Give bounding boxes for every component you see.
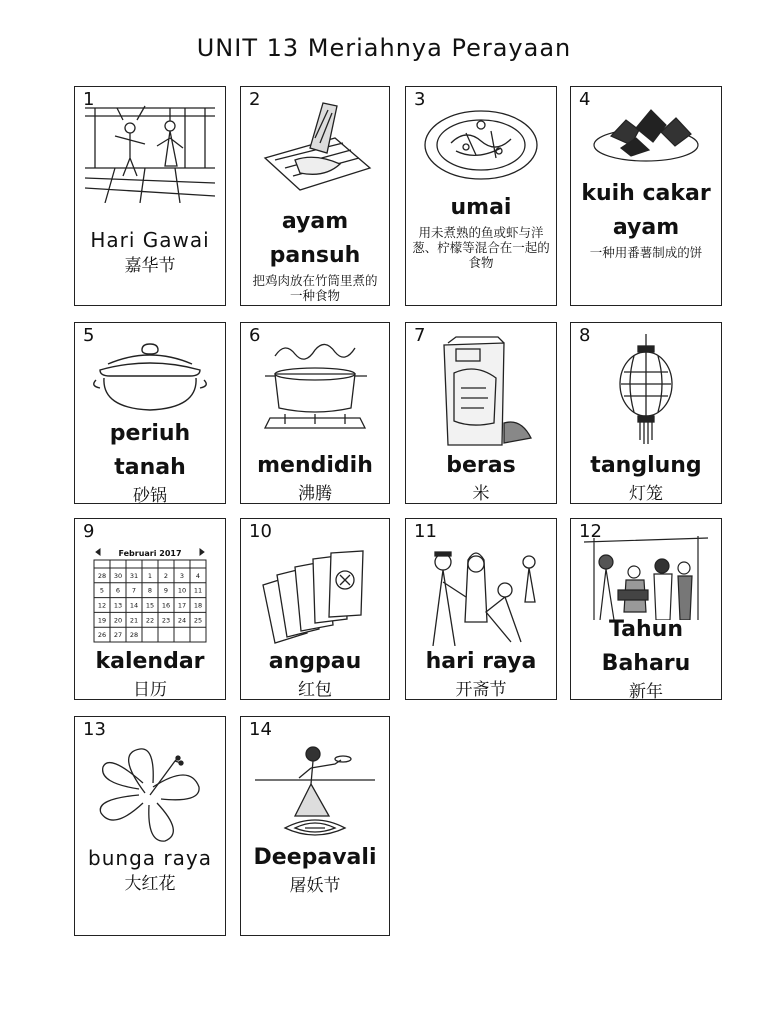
calendar-day: 26 <box>97 631 107 640</box>
vocab-card-12 <box>570 518 722 700</box>
vocab-card-1 <box>74 86 226 306</box>
card-chinese: 日历 <box>133 680 167 700</box>
calendar-day: 28 <box>129 631 139 640</box>
calendar-day: 16 <box>161 601 171 610</box>
card-chinese: 屠妖节 <box>289 876 341 896</box>
card-number: 11 <box>414 521 437 542</box>
card-word: tanglung <box>590 453 702 478</box>
card-number: 6 <box>249 325 261 346</box>
calendar-day: 18 <box>193 601 203 610</box>
card-chinese: 沸腾 <box>298 484 332 504</box>
card-number: 8 <box>579 325 591 346</box>
calendar-icon <box>83 545 217 645</box>
card-number: 7 <box>414 325 426 346</box>
card-word: beras <box>446 453 516 478</box>
card-chinese: 新年 <box>629 682 663 700</box>
card-chinese: 大红花 <box>124 874 176 894</box>
card-number: 14 <box>249 719 272 740</box>
calendar-day: 12 <box>97 601 107 610</box>
crowd-icon <box>579 531 713 621</box>
calendar-day: 30 <box>113 571 123 580</box>
card-chinese: 嘉华节 <box>124 256 176 276</box>
card-description: 把鸡肉放在竹筒里煮的一种食物 <box>252 273 378 303</box>
kolam-dancer-icon <box>249 741 381 841</box>
card-word: Tahun Baharu <box>601 617 691 676</box>
card-number: 13 <box>83 719 106 740</box>
card-description: 用未煮熟的鱼或虾与洋葱、柠檬等混合在一起的食物 <box>412 225 550 270</box>
card-word: mendidih <box>257 453 373 478</box>
card-number: 9 <box>83 521 95 542</box>
card-word: hari raya <box>425 649 537 674</box>
card-chinese: 米 <box>472 484 490 504</box>
card-word: kalendar <box>95 649 205 674</box>
plate-icon <box>414 95 548 190</box>
vocab-card-4 <box>570 86 722 306</box>
card-number: 3 <box>414 89 426 110</box>
card-number: 1 <box>83 89 95 110</box>
calendar-day: 31 <box>129 571 139 580</box>
card-word: ayam pansuh <box>269 209 361 268</box>
calendar-day: 28 <box>97 571 107 580</box>
calendar-day: 25 <box>193 616 203 625</box>
card-word: Deepavali <box>253 845 377 870</box>
calendar-day: 4 <box>195 571 201 580</box>
card-chinese: 灯笼 <box>629 484 663 504</box>
card-word: Hari Gawai <box>90 228 210 252</box>
page-title: UNIT 13 Meriahnya Perayaan <box>196 34 572 62</box>
snack-icon <box>579 95 713 170</box>
calendar-day: 14 <box>129 601 139 610</box>
vocab-card-14 <box>240 716 390 936</box>
calendar-day: 15 <box>145 601 155 610</box>
lantern-icon <box>579 331 713 451</box>
hibiscus-icon <box>83 741 217 845</box>
calendar-day: 21 <box>129 616 139 625</box>
vocab-card-2 <box>240 86 390 306</box>
vocab-card-9 <box>74 518 226 700</box>
card-chinese: 红包 <box>298 680 332 700</box>
vocab-card-10 <box>240 518 390 700</box>
vocab-card-5 <box>74 322 226 504</box>
calendar-day: 17 <box>177 601 187 610</box>
people-greeting-icon <box>414 541 548 647</box>
calendar-day: 10 <box>177 586 187 595</box>
calendar-day: 3 <box>179 571 185 580</box>
red-packets-icon <box>249 543 381 647</box>
bamboo-chicken-icon <box>249 95 381 195</box>
calendar-month: Februari 2017 <box>118 549 182 558</box>
calendar-day: 6 <box>115 586 121 595</box>
calendar-day: 5 <box>99 586 105 595</box>
boiling-pot-icon <box>249 331 381 441</box>
calendar-day: 13 <box>113 601 123 610</box>
calendar-day: 23 <box>161 616 171 625</box>
vocab-card-8 <box>570 322 722 504</box>
card-word: umai <box>450 195 512 220</box>
calendar-day: 27 <box>113 631 123 640</box>
calendar-day: 11 <box>193 586 203 595</box>
card-number: 12 <box>579 521 602 542</box>
card-word: kuih cakar ayam <box>581 181 711 240</box>
calendar-day: 7 <box>131 586 137 595</box>
vocab-card-3 <box>405 86 557 306</box>
card-number: 2 <box>249 89 261 110</box>
card-chinese: 砂锅 <box>133 486 167 504</box>
calendar-day: 9 <box>163 586 169 595</box>
card-word: periuh tanah <box>109 421 191 480</box>
calendar-day: 24 <box>177 616 187 625</box>
card-number: 5 <box>83 325 95 346</box>
calendar-day: 20 <box>113 616 123 625</box>
calendar-day: 19 <box>97 616 107 625</box>
card-number: 4 <box>579 89 591 110</box>
vocab-card-13 <box>74 716 226 936</box>
clay-pot-icon <box>83 331 217 421</box>
dancers-icon <box>83 95 217 205</box>
rice-bag-icon <box>414 331 548 449</box>
card-description: 一种用番薯制成的饼 <box>589 245 703 260</box>
calendar-day: 2 <box>163 571 169 580</box>
card-word: bunga raya <box>88 846 212 870</box>
calendar-day: 8 <box>147 586 153 595</box>
calendar-day: 22 <box>145 616 155 625</box>
vocab-card-6 <box>240 322 390 504</box>
card-number: 10 <box>249 521 272 542</box>
card-word: angpau <box>268 649 362 674</box>
vocab-card-11 <box>405 518 557 700</box>
vocab-card-7 <box>405 322 557 504</box>
card-chinese: 开斋节 <box>455 680 507 700</box>
calendar-day: 1 <box>147 571 153 580</box>
